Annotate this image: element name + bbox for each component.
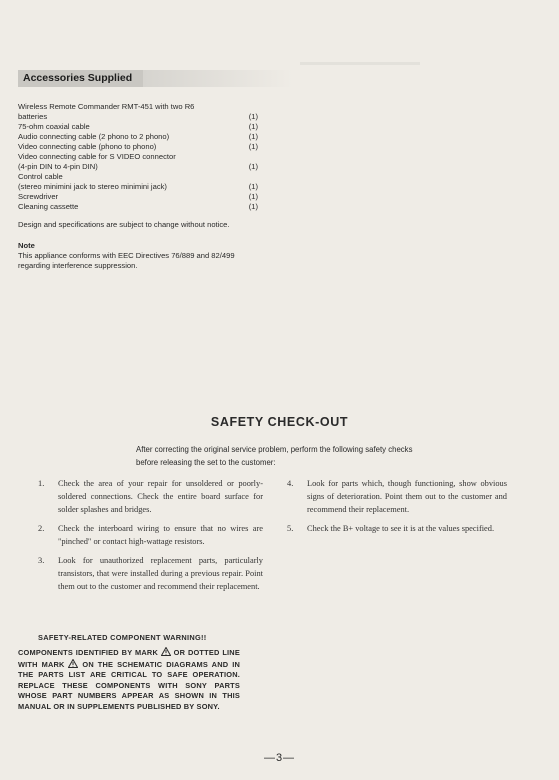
heading-shade (143, 70, 293, 87)
safety-intro: After correcting the original service problem, perform the following safety checks before releasing the set to the customer: (136, 445, 413, 467)
accessory-name: Cleaning cassette (18, 202, 79, 211)
item-number: 4. (287, 479, 294, 488)
accessory-quantity (248, 152, 258, 162)
accessory-name: 75-ohm coaxial cable (18, 122, 90, 131)
safety-title: SAFETY CHECK-OUT (210, 415, 349, 429)
design-notice: Design and specifications are subject to change without notice. (18, 220, 230, 229)
accessory-quantity: (1) (248, 192, 258, 201)
accessory-item (18, 192, 258, 202)
accessory-item (18, 132, 258, 142)
safety-check-item (38, 477, 263, 516)
note-text: This appliance conforms with EEC Directives 76/889 and 82/499 regarding interference suppression. (18, 251, 235, 270)
accessory-item (18, 112, 258, 122)
accessory-name: Video connecting cable for S VIDEO connector (18, 152, 176, 161)
warning-title: SAFETY-RELATED COMPONENT WARNING!! (38, 633, 207, 642)
accessory-quantity: (1) (248, 112, 258, 121)
warning-triangle-icon (68, 659, 78, 668)
accessory-item (18, 142, 258, 152)
safety-check-item (38, 554, 263, 593)
accessory-quantity: (1) (248, 162, 258, 171)
accessory-quantity: (1) (248, 202, 258, 211)
scan-artifact (300, 62, 420, 65)
item-number: 1. (38, 479, 45, 488)
safety-list-left (38, 477, 263, 599)
accessory-item (18, 102, 258, 112)
accessory-quantity (248, 102, 258, 112)
warning-text-start: COMPONENTS IDENTIFIED BY MARK (18, 648, 158, 657)
safety-list-right (287, 477, 507, 541)
accessory-item (18, 122, 258, 132)
item-text: Check the interboard wiring to ensure that no wires are "pinched" or contact high-wattage resistors. (58, 524, 263, 546)
accessory-item (18, 172, 258, 182)
accessory-quantity: (1) (248, 122, 258, 131)
accessory-name: (stereo minimini jack to stereo minimini jack) (18, 182, 167, 191)
safety-check-item (287, 522, 507, 535)
accessory-name: Audio connecting cable (2 phono to 2 phono) (18, 132, 170, 141)
accessory-item (18, 202, 258, 212)
warning-text (18, 647, 240, 712)
safety-check-item (287, 477, 507, 516)
item-number: 2. (38, 524, 45, 533)
item-number: 5. (287, 524, 294, 533)
accessory-item (18, 152, 258, 162)
item-text: Look for unauthorized replacement parts, particularly transistors, that were installed during a previous repair. Point them out to the customer and recommend their replacement. (58, 556, 263, 591)
warning-triangle-icon (161, 647, 171, 656)
accessory-name: Control cable (18, 172, 63, 181)
accessory-quantity: (1) (248, 142, 258, 151)
item-number: 3. (38, 556, 45, 565)
page-number: —3— (263, 752, 296, 764)
accessory-item (18, 162, 258, 172)
accessory-item (18, 182, 258, 192)
accessory-name: batteries (18, 112, 48, 121)
item-text: Check the area of your repair for unsoldered or poorly-soldered connections. Check the entire board surface for solder splashes and bridges. (58, 479, 263, 514)
warning-text-middle: OR DOTTED LINE WITH MARK (18, 648, 240, 669)
accessory-quantity: (1) (248, 132, 258, 141)
accessory-name: Wireless Remote Commander RMT-451 with two R6 (18, 102, 195, 111)
accessories-heading: Accessories Supplied (18, 70, 143, 87)
item-text: Check the B+ voltage to see it is at the values specified. (307, 524, 495, 533)
accessories-list (18, 102, 258, 212)
accessory-name: (4-pin DIN to 4-pin DIN) (18, 162, 98, 171)
note-label: Note (18, 241, 35, 250)
item-text: Look for parts which, though functioning, show obvious signs of deterioration. Point them out to the customer and recommend their replacement. (307, 479, 507, 514)
accessory-name: Video connecting cable (phono to phono) (18, 142, 157, 151)
accessory-name: Screwdriver (18, 192, 59, 201)
safety-check-item (38, 522, 263, 548)
warning-text-rest: ON THE SCHEMATIC DIAGRAMS AND IN THE PARTS LIST ARE CRITICAL TO SAFE OPERATION. REPLACE THESE COMPONENTS WITH SONY PARTS WHOSE PART NUMBERS APPEAR AS SHOWN IN THIS MANUAL OR IN SUPPLEMENTS PUBLISHED BY SONY. (18, 659, 240, 711)
accessory-quantity (248, 172, 258, 182)
accessory-quantity: (1) (248, 182, 258, 191)
